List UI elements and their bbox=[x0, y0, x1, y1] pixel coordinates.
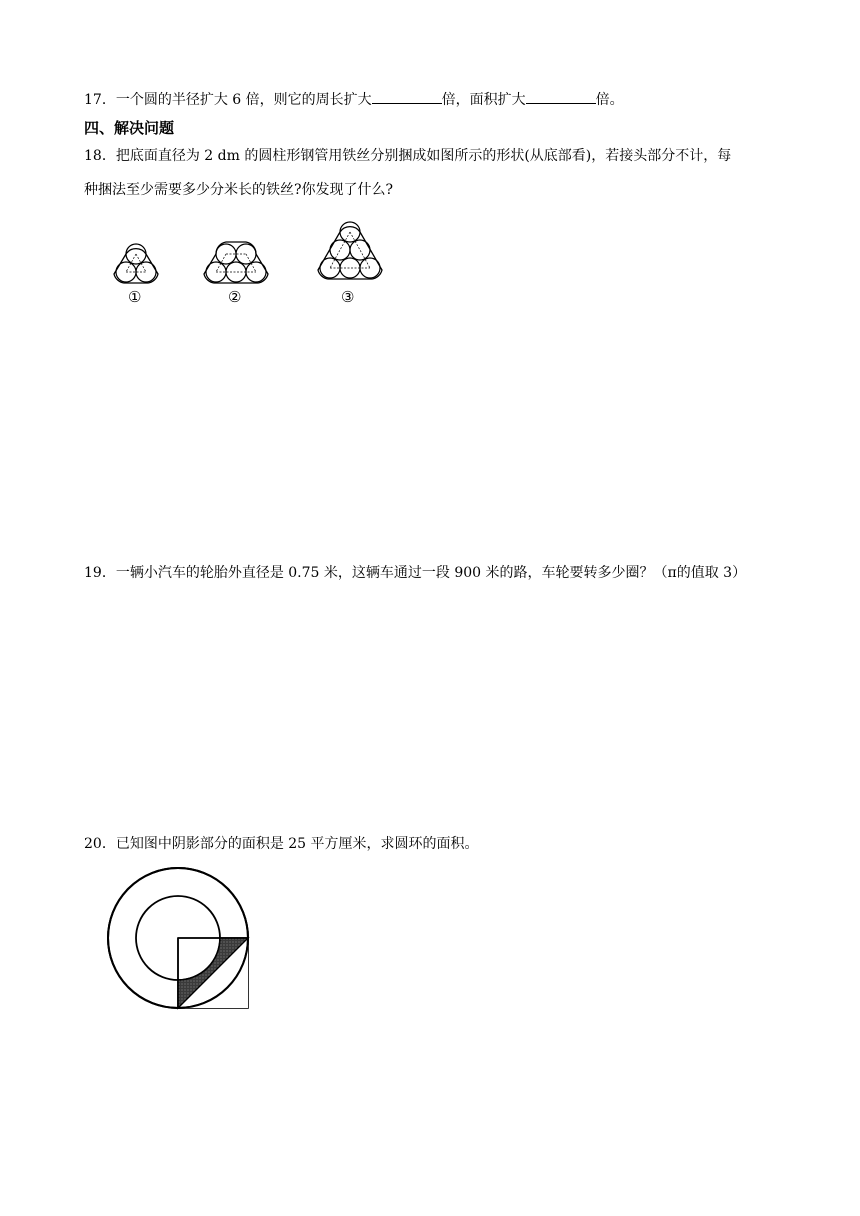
question-number: 19． bbox=[84, 565, 116, 581]
question-19 bbox=[84, 563, 746, 583]
bundle-figure-1 bbox=[108, 236, 168, 296]
question-18-line-2: 种捆法至少需要多少分米长的铁丝?你发现了什么? bbox=[84, 182, 394, 198]
question-text-part2: 倍，面积扩大 bbox=[441, 92, 526, 108]
question-20 bbox=[84, 834, 479, 854]
bundle-figure-3 bbox=[312, 218, 392, 290]
figure-label-2: ② bbox=[228, 288, 242, 306]
question-text-part3: 倍。 bbox=[595, 92, 624, 108]
question-number: 17． bbox=[84, 92, 116, 108]
question-number: 18． bbox=[84, 148, 116, 164]
question-text-part1: 一个圆的半径扩大 6 倍，则它的周长扩大 bbox=[115, 92, 372, 108]
figure-label-1: ① bbox=[128, 288, 142, 306]
question-18-line-1 bbox=[84, 146, 731, 166]
question-text: 一辆小汽车的轮胎外直径是 0.75 米，这辆车通过一段 900 米的路，车轮要转多少圈？（π的值取 3） bbox=[115, 565, 747, 581]
answer-blank-1[interactable] bbox=[372, 89, 442, 104]
bundle-figure-2 bbox=[198, 236, 278, 296]
question-17 bbox=[84, 89, 624, 110]
answer-blank-2[interactable] bbox=[526, 89, 596, 104]
question-text: 把底面直径为 2 dm 的圆柱形钢管用铁丝分别捆成如图所示的形状(从底部看)，若接头部分不计，每 bbox=[115, 148, 732, 164]
ring-figure bbox=[100, 860, 260, 1020]
section-heading: 四、解决问题 bbox=[84, 119, 175, 137]
question-number: 20． bbox=[84, 836, 116, 852]
question-text: 已知图中阴影部分的面积是 25 平方厘米，求圆环的面积。 bbox=[115, 836, 479, 852]
figure-label-3: ③ bbox=[341, 288, 355, 306]
